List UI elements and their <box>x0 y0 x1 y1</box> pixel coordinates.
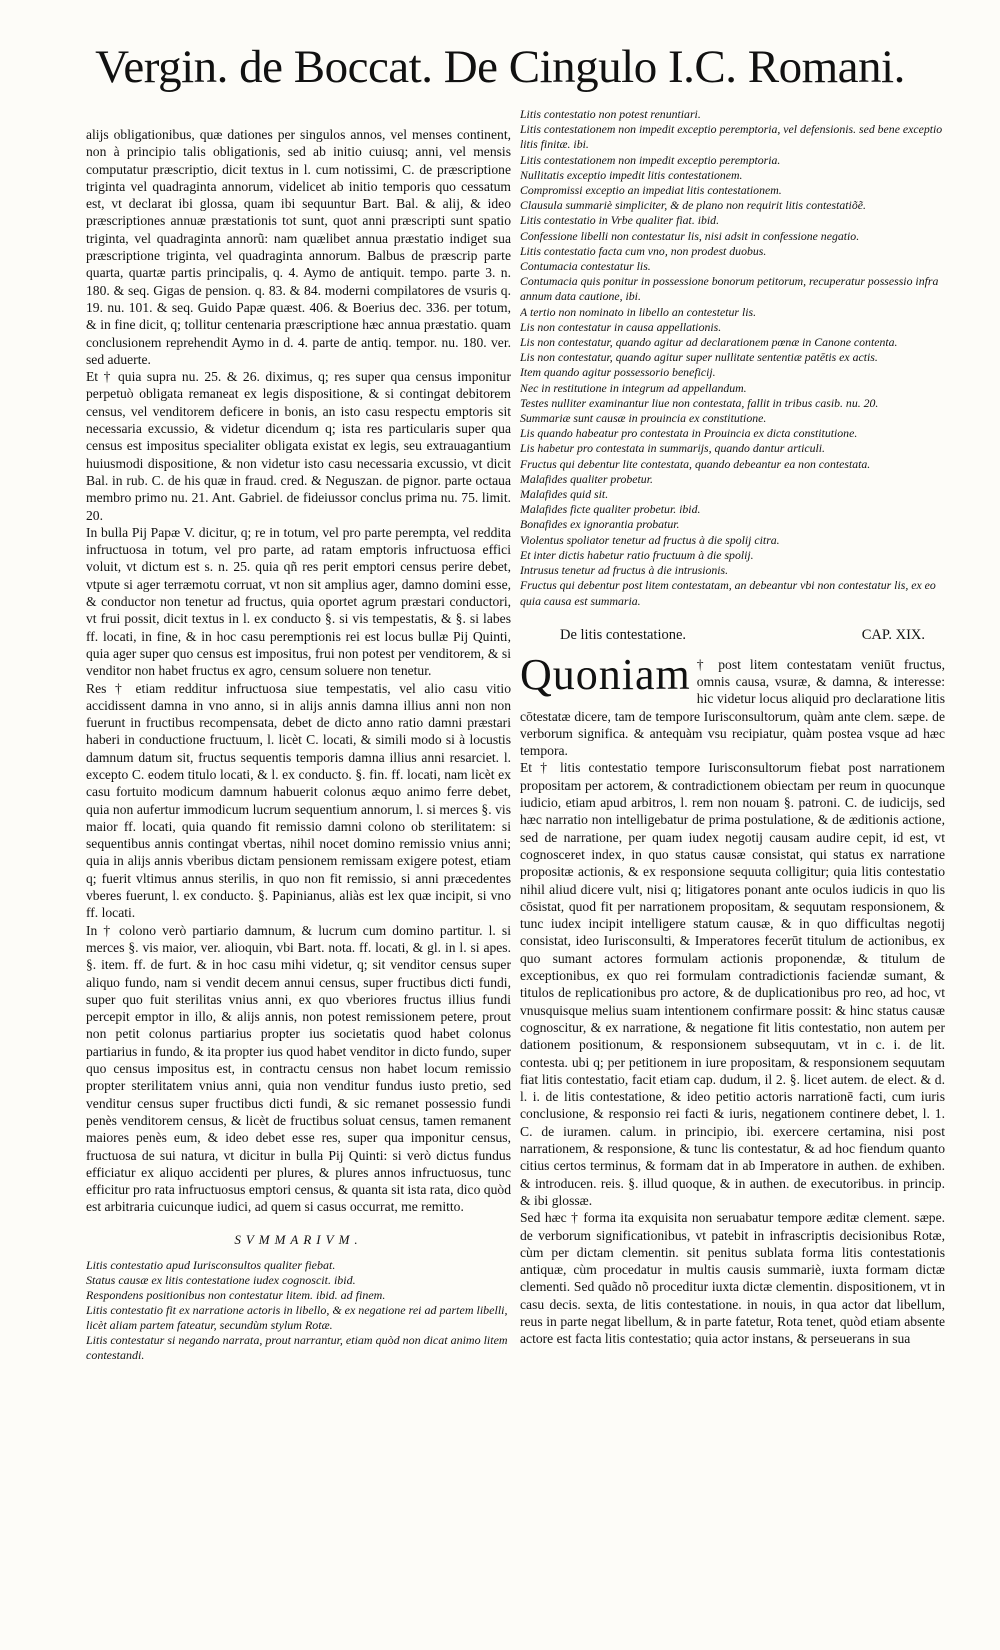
summary-item <box>520 533 945 548</box>
summary-item <box>520 350 945 365</box>
summary-text: Lis non contestatur in causa appellationis. <box>520 319 722 334</box>
summary-text: Clausula summariè simpliciter, & de plano non requirit litis contestatiõẽ. <box>520 198 866 213</box>
summary-subitem: Litis contestatio fit ex narratione actoris in libello, & ex negatione rei ad partem libelli, licèt aliam partem fateatur, secundùm stylum Rotæ. <box>86 1302 508 1332</box>
summary-item <box>520 122 945 152</box>
right-paragraph <box>520 1209 945 1347</box>
summary-item <box>520 183 945 198</box>
summary-text: Item quando agitur possessorio beneficij. <box>520 365 716 380</box>
summary-text: Nullitatis exceptio impedit litis contestationem. <box>520 167 743 182</box>
summary-text: Fructus qui debentur post litem contestatam, an debeantur vbi non contestatur lis, ex eo quia causa est summaria. <box>520 578 936 608</box>
right-paragraph <box>520 759 945 1209</box>
summary-item <box>520 168 945 183</box>
summary-item <box>520 563 945 578</box>
summary-subitem: Respondens positionibus non contestatur litem. ibid. ad finem. <box>86 1287 386 1302</box>
left-column <box>86 126 511 1601</box>
paragraph-text: Et † quia supra nu. 25. & 26. diximus, q; res super qua census imponitur perpetuò obligata remaneat ex legis dispositione, & si contingat debitorem census, vel venditorem deficere in bonis, an isto casu respectu emptoris sit necessaria excussio, & videtur dicendum q; ista res particularis super qua census est impositus specialiter obligata existat ex legis, seu extrauagantium huiusmodi dispositione, & non videtur isto casu necessaria excussio, vt dicit Bal. in rub. C. de his quæ in fraud. cred. & Neguszan. de pignor. parte octaua membro primo nu. 21. Ant. Gabriel. de fideiussor conclus prima nu. 75. limit. 20. <box>86 369 511 523</box>
header-title: Vergin. de Boccat. De Cingulo I.C. Romani. <box>95 41 905 93</box>
summary-item <box>520 259 945 305</box>
right-column <box>520 107 945 1622</box>
paragraph-text: alijs obligationibus, quæ dationes per singulos annos, vel menses continent, non à principio talis obligationis, sed ab initio cuiusq; anni, vel mensis computatur præscriptio, dicit textus in l. cum notissimi, C. de præscriptione triginta vel quadraginta annorum, videlicet ab initio temporis quo cessatum est, vt declarat ibi glossa, quam ibi sequuntur Bart. Bal. & alij, & ideo præscriptiones annuæ præstationis tot sunt, quot anni præscripti sunt spatio triginta, vel quadraginta annorũ: nam quælibet annua præstatio indiget sua præscriptione triginta, vel quadraginta annorum. Balbus de præscrip parte quarta, quartæ partis principalis, q. 4. Aymo de antiquit. tempo. parte 3. n. 180. & seq. Gigas de pension. q. 83. & 84. moderni compilatores de vsuris q. 19. nu. 101. & seq. Guido Papæ quæst. 406. & Boerius dec. 336. per totum, & in fine dicit, q; tollitur centenaria præscriptione hæc annua præstatio. quam conclusionem reprehendit Aymo in d. 4. parte de antiq. tempor. nu. 180. ver. sed aduerte. <box>86 127 511 367</box>
summary-item <box>520 578 945 608</box>
summary-subitem: Litis contestatio in Vrbe qualiter fiat. ibid. <box>520 213 720 228</box>
paragraph-text: In bulla Pij Papæ V. dicitur, q; re in totum, vel pro parte perempta, vel reddita infructuosa in totum, vel pro parte, ad ratam emptoris infructuosa effici voluit, vt dictum est s. n. 25. quia qñ res perit emptori census perire debet, vtpute si ager terræmotu corruat, vt non sit amplius ager, damno domini esse, & conductor non tenetur ad fructus, quia oportet agrum præstari conductori, vt frui possit, dicit textus in l. ex conducto §. si vis tempestatis, & §. si labes ff. locati, in fine, & in hoc casu peremptionis rei est locus bullæ Pij Quinti, quia ager super quo census est impositus, frui non potest per venditorem, & si venditor non habet fructus ex agro, censum soluere non tenetur. <box>86 524 511 679</box>
summary-item <box>520 457 945 472</box>
summary-item <box>520 548 945 563</box>
summary-text: Litis contestatio facta cum vno, non prodest duobus. <box>520 243 767 258</box>
summary-item <box>520 381 945 396</box>
summary-text: Contumacia contestatur lis. <box>520 259 651 274</box>
summary-item <box>520 153 945 168</box>
summary-text: Litis contestationem non impedit exceptio peremptoria, vel defensionis. sed bene exceptio litis finitæ. ibi. <box>520 122 943 152</box>
summary-item <box>520 244 945 259</box>
paragraph-text: Res † etiam redditur infructuosa siue tempestatis, vel alio casu vitio accidissent damna in vno anno, si in alijs annis damna illius anni non non fuerunt in fructibus recompensata, debet de dicto anno ratio damni præstari haberi in conductione fructuum, l. licèt C. locati, & simili modo si à locustis damnum datum sit, fructus sequentis temporis damna illius anni resarciet. l. excepto C. eodem titulo locati, & l. ex conducto. §. fin. ff. locati, nam licèt ex casu fortuito modicum damnum habuerit colonus æquo animo ferre debet, quia non aufertur immodicum lucrum sequentium annorum, l. si merces §. vis maior ff. locati, quia quando fit remissio damni colono ob sterilitatem: si sequentibus annis contingat vbertas, nihil nocet domino remissio vnius anni; quia in alijs annis vberibus dictam pensionem remissam exigere potest, etiam q; fuerit vltimus annus sterilis, in quo non fit remissio, si anni præcedentes vberes fuerunt, l. ex conducto. §. Papinianus, aliàs est lex quæ incipit, si vno ff. locati. <box>86 680 511 921</box>
left-paragraph <box>86 524 511 680</box>
summary-text: Nec in restitutione in integrum ad appellandum. <box>520 380 747 395</box>
summary-text: Violentus spoliator tenetur ad fructus à die spolij citra. <box>520 532 780 547</box>
paragraph-text: Et † litis contestatio tempore Iurisconsultorum fiebat post narrationem propositam per actorem, & contradictionem obiectam per reum in quocunque iudicio, etiam apud arbitros, l. rem non nouam §. patroni. C. de iudicijs, sed hæc narratio non intelligebatur de prima postulatione, & de æditionis actione, sed de narratione, per quam iudex negotij causam audire cepit, id est, vt cognosceret index, in quo status causæ consistat, qui status ex narratione propositæ actionis, & ex responsione sequuta colligitur; quia litis contestatio nihil aliud dicere vult, nisi q; litigatores ponant ante oculos iudicis in quo lis cōsistat, quod fit per narrationem propositam, & sequutam responsionem, & tunc iudex incipit intelligere statum causæ, & in quo difficultas negotij consistat, ideo Iurisconsulti, & Imperatores fecerūt titulum de actionibus, ex quo sumant actores formulam actionis proponendæ, & titulum de exceptionibus, ex quo rei formulam contradictionis faciendæ sumant, & titulos de replicationibus pro actore, & de duplicationibus pro reo, ad hoc, vt vnusquisque melius suam intentionem confirmare possit: & hinc status causæ cognoscitur, & ex narratione, & negatione fit litis contestatio, non autem per dationem positionum, & responsionem subsequutam, vt in c. i. de lit. contesta. ubi q; per petitionem in iure propositam, & responsionem sequutam fiat litis contestatio, facit etiam cap. dudum, il 2. §. licet autem. de elect. & d. l. i. de litis contestatione, & ideo petitio actoris narrationē facti, cum iuris conclusione, & responsio rei facti & iuris, negationem continere debet, l. 1. C. de iuramen. calum. in principio, ibi. exercere certamina, nisi post narrationem, & responsione, & tunc lis contestatur, & ad hoc fiendum quanto citius certos terminus, & formam dat in ab Imperatore in authen. de exhiben. & introducen. reis. §. illud quoque, & in authen. de executoribus. in princip. & ibi glossæ. <box>520 760 945 1208</box>
summary-text: Compromissi exceptio an impediat litis contestationem. <box>520 183 782 198</box>
summary-item <box>86 1333 511 1363</box>
summary-subitem: Status causæ ex litis contestatione iudex cognoscit. ibid. <box>86 1272 356 1287</box>
summary-text: Litis contestatur si negando narrata, prout narrantur, etiam quòd non dicat animo litem contestandi. <box>86 1332 508 1362</box>
summary-text: Malafides quid sit. <box>520 487 609 502</box>
left-paragraph <box>86 922 511 1216</box>
summary-item <box>86 1258 511 1333</box>
summary-item <box>520 517 945 532</box>
summary-item <box>520 441 945 456</box>
summary-item <box>520 365 945 380</box>
summary-item <box>520 426 945 441</box>
summary-item <box>520 320 945 335</box>
summarium-title: SVMMARIVM. <box>234 1231 363 1247</box>
summary-text: Confessione libelli non contestatur lis, nisi adsit in confessione negatio. <box>520 228 860 243</box>
summary-text: Litis contestationem non impedit exceptio peremptoria. <box>520 152 781 167</box>
summary-text: Litis contestatio apud Iurisconsultos qualiter fiebat. <box>86 1257 336 1272</box>
summary-text: Testes nulliter examinantur liue non contestata, fallit in tribus casib. nu. 20. <box>520 395 879 410</box>
summary-list <box>520 107 945 609</box>
summary-text: Lis quando habeatur pro contestata in Prouincia ex dicta constitutione. <box>520 426 858 441</box>
summary-text: Lis non contestatur, quando agitur super nullitate sententiæ patētis ex actis. <box>520 350 878 365</box>
chapter-title: De litis contestatione. <box>560 626 687 643</box>
summary-item <box>520 107 945 122</box>
summary-text: A tertio non nominato in libello an contestetur lis. <box>520 304 757 319</box>
summary-item <box>520 472 945 487</box>
summary-text: Bonafides ex ignorantia probatur. <box>520 517 680 532</box>
summary-item <box>520 229 945 244</box>
summary-text: Lis habetur pro contestata in summarijs, quando dantur articuli. <box>520 441 825 456</box>
summary-text: Et inter dictis habetur ratio fructuum à die spolij. <box>520 547 754 562</box>
paragraph-text: In † colono verò partiario damnum, & lucrum cum domino partitur. l. si merces §. vis maior, ver. alioquin, vbi Bart. nota. ff. locati, & gl. in l. si apes. §. item. ff. de furt. & in hoc casu mihi videtur, q; sit venditor census super aliquo fundo, nam si vendit decem annui census, super fructibus dicti fundi, super quo fuit sterilitas vnius anni, ex quo vberiores fructus illius fundi percepit emptor in illo, & alijs annis, non potest remissionem petere, prout non petit colonus partiarius propter ius societatis quod habet colonus partiarius in fundo, & ita propter ius quod habet venditor in dicto fundo, super quo census impositus est, in contractu census non habet locum remissio propter sterilitatem vnius anni, quia non venditur fundus iusto pretio, sed venditur census super fructibus dicti fundi, & sic remanet possessio fundi penès venditorem census, & licèt de fructibus soluat census, tamen remanent maiores penès eum, & ideo debet esse res, super qua imponitur census, fructuosa de sui natura, vt dicitur in bulla Pij Quinti: si verò dictus fundus efficiatur ex aliquo accidenti per plures, & plures annos infructuosus, tunc efficitur pro rata infructuosus emptori census, & quanta sit ista rata, dico quòd est arbitraria cuicunque iudici, ad quem si casus occurrat, me remitto. <box>86 922 511 1215</box>
page-header <box>0 41 1000 93</box>
summary-text: Malafides qualiter probetur. <box>520 471 653 486</box>
summary-item <box>520 335 945 350</box>
summary-item <box>520 487 945 517</box>
paragraph-text: Sed hæc † forma ita exquisita non seruabatur tempore æditæ clement. sæpe. de verborum significationibus, vt patebit in infrascriptis decisionibus Rotæ, cùm per dictam clementin. sit penitus sublata forma litis contestationis antiquæ, cùm procedatur in multis causis summariè, iuxta formam dictæ clementi. Sed quãdo nõ proceditur iuxta dictæ clementin. dispositionem, vt in casu decis. sexta, de litis contestatione. in nouis, in qua actor dat libellum, reus in parte negat libellum, & in parte fatetur, Rota tenet, quòd etiam absente actore est facta litis contestatio; quia actor instans, & perseuerans in sua <box>520 1210 945 1347</box>
summary-text: Litis contestatio non potest renuntiari. <box>520 107 701 121</box>
chapter-heading <box>560 627 925 644</box>
summary-text: Lis non contestatur, quando agitur ad declarationem pœnæ in Canone contenta. <box>520 335 898 350</box>
summary-text: Summariæ sunt causæ in prouincia ex constitutione. <box>520 411 767 426</box>
left-paragraph <box>86 368 511 524</box>
summary-subitem: Contumacia quis ponitur in possessione bonorum petitorum, recuperatur possessio infra annum data cautione, ibi. <box>520 274 939 304</box>
summary-item <box>520 305 945 320</box>
left-paragraph <box>86 126 511 368</box>
summary-item <box>520 198 945 228</box>
paragraph-text: † post litem contestatam veniūt fructus, omnis causa, vsuræ, & damna, & interesse: hic videtur locus aliquid pro declaratione litis cōtestatæ dicere, tam de tempore Iurisconsultorum, quàm ante clem. sæpe. de verborum significa. & antequàm vsu recipiatur, quàm postea vsque ad hæc tempora. <box>520 656 945 759</box>
summary-item <box>520 396 945 411</box>
summary-text: Intrusus tenetur ad fructus à die intrusionis. <box>520 563 729 578</box>
summary-subitem: Malafides ficte qualiter probetur. ibid. <box>520 502 701 517</box>
summary-item <box>520 411 945 426</box>
chapter-number: CAP. XIX. <box>861 626 925 643</box>
left-paragraph <box>86 680 511 922</box>
drop-cap: Quoniam <box>520 649 691 699</box>
right-paragraph <box>520 649 945 760</box>
summary-text: Fructus qui debentur lite contestata, quando debeantur ea non contestata. <box>520 456 871 471</box>
